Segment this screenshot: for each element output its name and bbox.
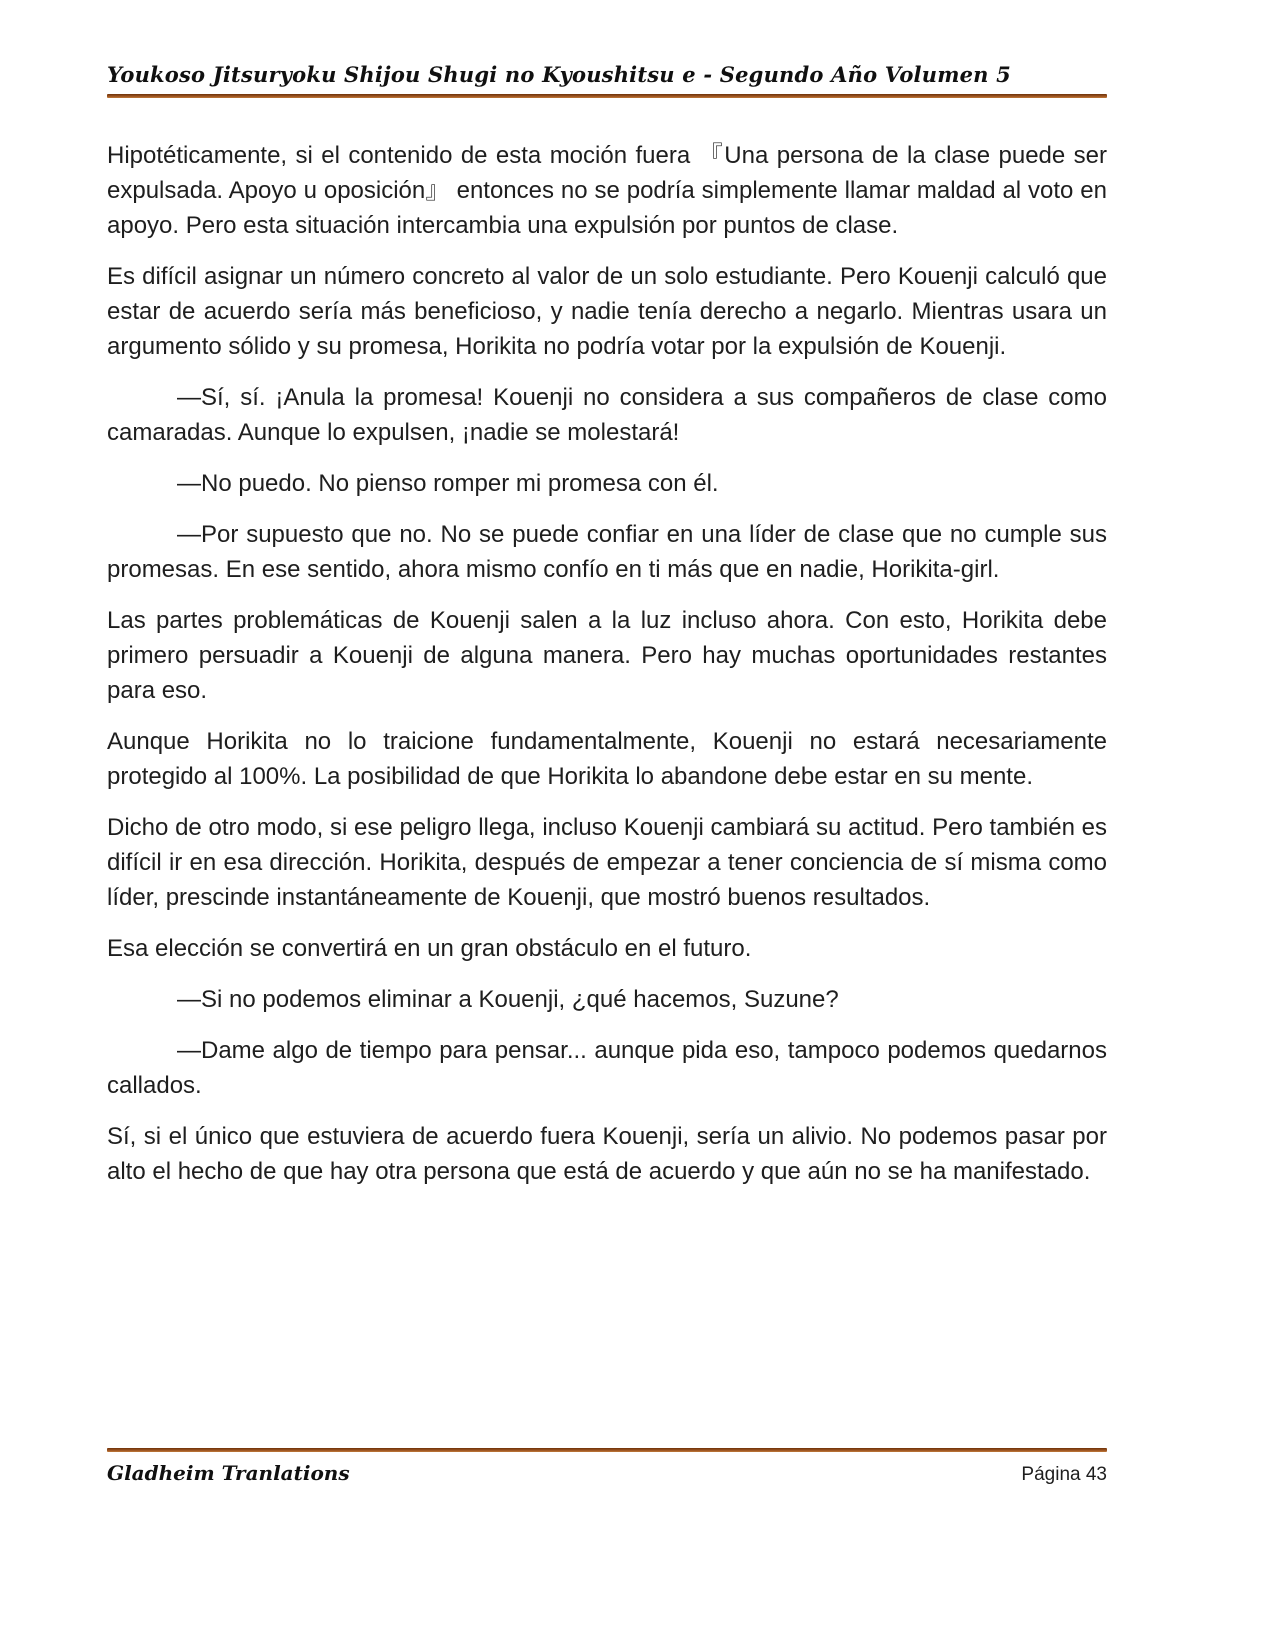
paragraph: Las partes problemáticas de Kouenji salen a la luz incluso ahora. Con esto, Horikita debe primero persuadir a Kouenji de alguna manera. Pero hay muchas oportunidades restantes para eso. — [107, 607, 1107, 704]
paragraph: Es difícil asignar un número concreto al valor de un solo estudiante. Pero Kouenji calculó que estar de acuerdo sería más beneficioso, y nadie tenía derecho a negarlo. Mientras usara un argumento sólido y su promesa, Horikita no podría votar por la expulsión de Kouenji. — [107, 263, 1107, 360]
dialogue-paragraph: —Dame algo de tiempo para pensar... aunque pida eso, tampoco podemos quedarnos callados. — [107, 1037, 1107, 1099]
dialogue-paragraph: —Si no podemos eliminar a Kouenji, ¿qué hacemos, Suzune? — [177, 986, 839, 1013]
page-footer — [107, 1448, 1107, 1486]
paragraph: Esa elección se convertirá en un gran obstáculo en el futuro. — [107, 935, 752, 962]
page-content — [107, 62, 1107, 1205]
paragraph: Hipotéticamente, si el contenido de esta moción fuera 『Una persona de la clase puede ser expulsada. Apoyo u oposición』 entonces no se podría simplemente llamar maldad al voto en apoyo. Pero esta situación intercambia una expulsión por puntos de clase. — [107, 142, 1107, 239]
header-rule — [107, 94, 1107, 98]
dialogue-paragraph: —No puedo. No pienso romper mi promesa con él. — [177, 470, 719, 497]
body-text — [107, 138, 1107, 1189]
paragraph: Dicho de otro modo, si ese peligro llega, incluso Kouenji cambiará su actitud. Pero también es difícil ir en esa dirección. Horikita, después de empezar a tener conciencia de sí misma como líder, prescinde instantáneamente de Kouenji, que mostró buenos resultados. — [107, 814, 1107, 911]
dialogue-paragraph: —Por supuesto que no. No se puede confiar en una líder de clase que no cumple sus promesas. En ese sentido, ahora mismo confío en ti más que en nadie, Horikita-girl. — [107, 521, 1107, 583]
translator-credit: Gladheim Tranlations — [107, 1461, 350, 1485]
footer-row — [107, 1461, 1107, 1486]
paragraph: Sí, si el único que estuviera de acuerdo fuera Kouenji, sería un alivio. No podemos pasar por alto el hecho de que hay otra persona que está de acuerdo y que aún no se ha manifestado. — [107, 1123, 1107, 1185]
footer-rule — [107, 1448, 1107, 1452]
dialogue-paragraph: —Sí, sí. ¡Anula la promesa! Kouenji no considera a sus compañeros de clase como camaradas. Aunque lo expulsen, ¡nadie se molestará! — [107, 384, 1107, 446]
page-header-title: Youkoso Jitsuryoku Shijou Shugi no Kyoushitsu e - Segundo Año Volumen 5 — [107, 62, 1011, 87]
page-number: Página 43 — [1021, 1464, 1107, 1485]
paragraph: Aunque Horikita no lo traicione fundamentalmente, Kouenji no estará necesariamente protegido al 100%. La posibilidad de que Horikita lo abandone debe estar en su mente. — [107, 728, 1107, 790]
